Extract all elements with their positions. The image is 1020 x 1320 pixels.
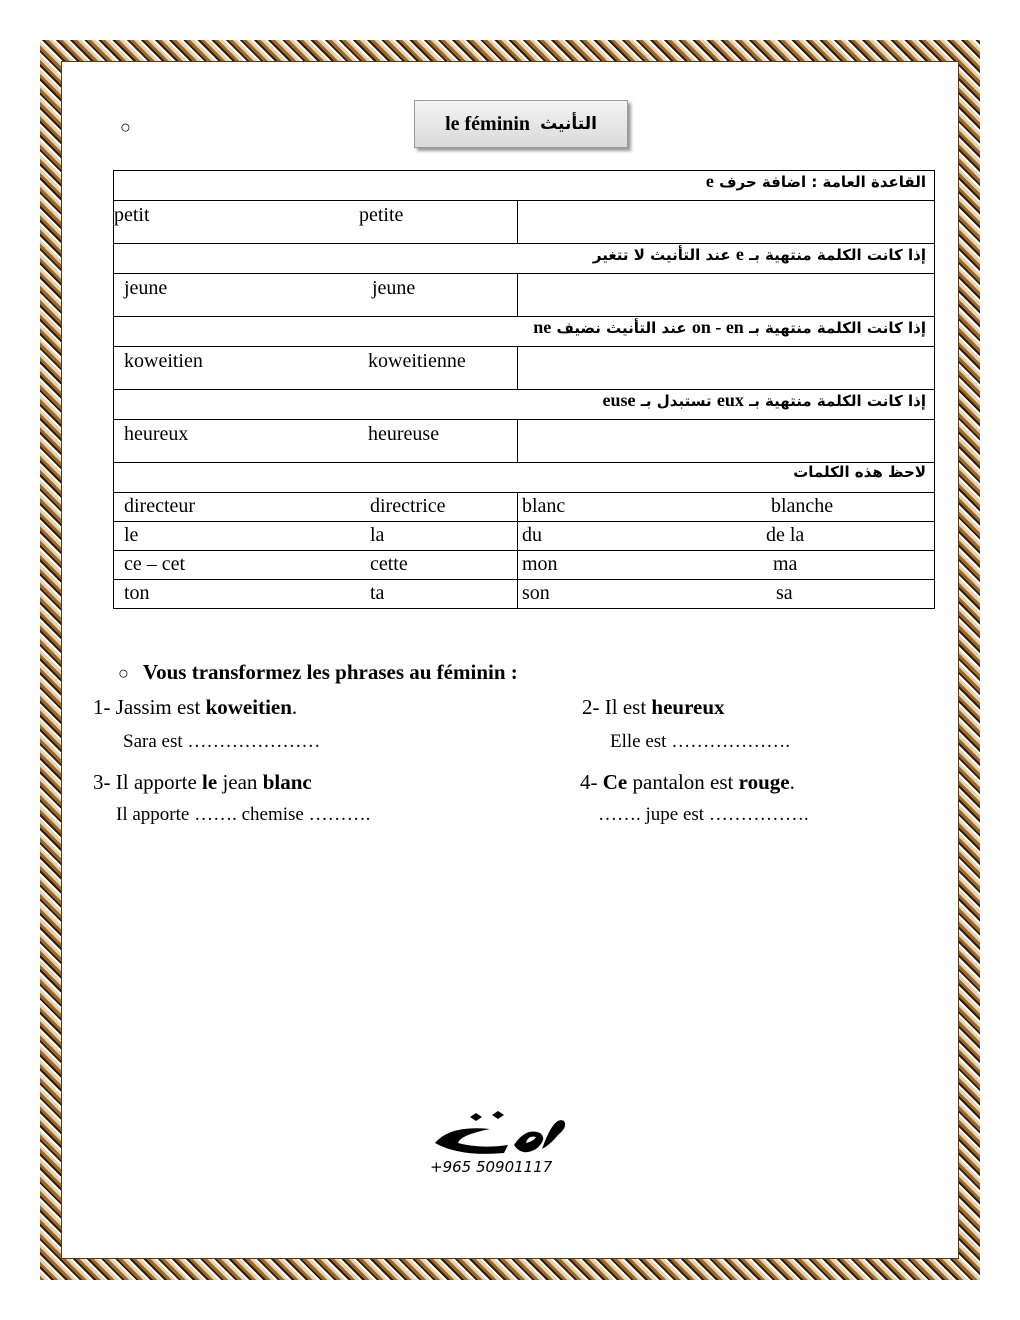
example-cell	[114, 201, 518, 244]
rule-ending-e: إذا كانت الكلمة منتهية بـ e عند التأنيث لا تتغير	[114, 244, 935, 274]
question-3: 3- Il apporte le jean blanc	[93, 770, 312, 794]
feminine-word: koweitienne	[368, 350, 466, 372]
empty-cell	[518, 201, 935, 244]
feminine-word: heureuse	[368, 423, 440, 445]
example-cell	[114, 347, 518, 390]
title-arabic: التأنيث	[540, 114, 597, 134]
notice-heading: لاحظ هذه الكلمات	[114, 463, 935, 493]
title-bullet: ○	[120, 117, 131, 137]
notice-cell: blanc blanche	[518, 493, 935, 522]
rule-general: القاعدة العامة : اضافة حرف e	[114, 171, 935, 201]
question-2: 2- Il est heureux	[582, 695, 725, 719]
notice-cell: du de la	[518, 522, 935, 551]
feminine-word: jeune	[372, 277, 416, 299]
title-box	[414, 100, 628, 148]
masculine-word: heureux	[124, 423, 189, 445]
example-cell	[114, 420, 518, 463]
notice-cell: son sa	[518, 580, 935, 609]
question-4: 4- Ce pantalon est rouge.	[580, 770, 795, 794]
rules-table	[113, 170, 935, 609]
masculine-word: jeune	[124, 277, 168, 299]
exercise-instruction: ○ Vous transformez les phrases au féminin :	[118, 660, 518, 684]
empty-cell	[518, 274, 935, 317]
phone-number: +965 50901117	[430, 1158, 553, 1176]
feminine-word: petite	[359, 204, 404, 226]
notice-cell: directeur directrice	[114, 493, 518, 522]
masculine-word: petit	[114, 204, 150, 226]
example-cell	[114, 274, 518, 317]
rule-ending-eux: إذا كانت الكلمة منتهية بـ eux تستبدل بـ euse	[114, 390, 935, 420]
notice-cell: ce – cet cette	[114, 551, 518, 580]
empty-cell	[518, 347, 935, 390]
answer-4: ……. jupe est …………….	[598, 804, 809, 825]
title-latin: le féminin	[445, 112, 531, 135]
question-1: 1- Jassim est koweitien.	[93, 695, 298, 719]
notice-cell: le la	[114, 522, 518, 551]
notice-cell: mon ma	[518, 551, 935, 580]
answer-1: Sara est …………………	[123, 731, 321, 752]
notice-cell: ton ta	[114, 580, 518, 609]
masculine-word: koweitien	[124, 350, 203, 372]
answer-3: Il apporte ……. chemise ……….	[116, 804, 371, 825]
empty-cell	[518, 420, 935, 463]
answer-2: Elle est ……………….	[610, 731, 790, 752]
rule-ending-on-en: إذا كانت الكلمة منتهية بـ on - en عند التأنيث نضيف ne	[114, 317, 935, 347]
